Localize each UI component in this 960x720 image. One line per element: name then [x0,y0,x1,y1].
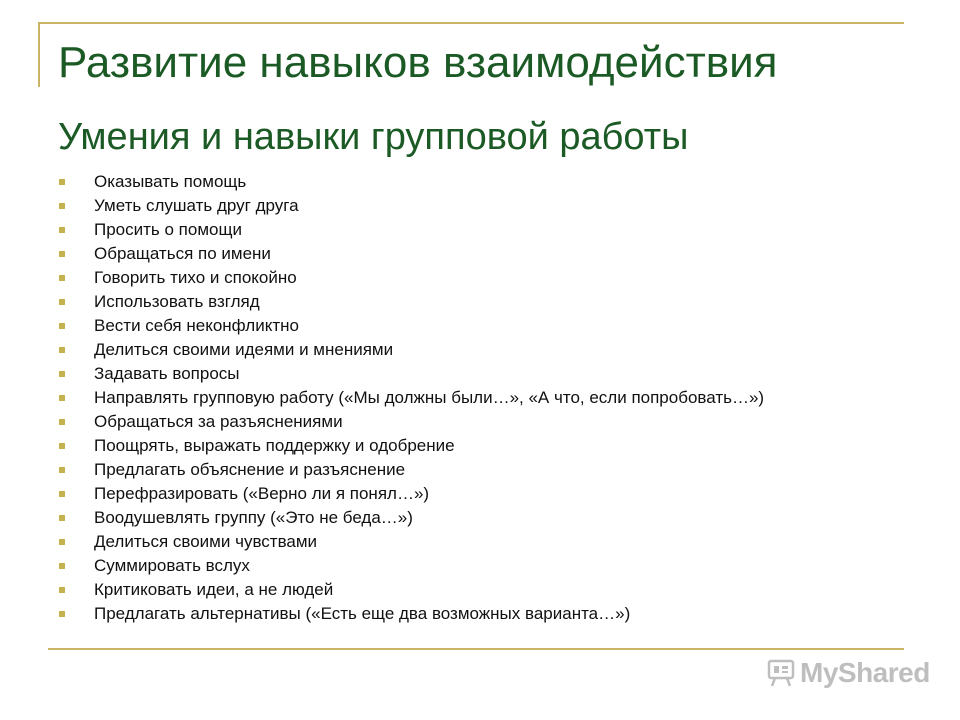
square-bullet-icon [59,587,65,593]
bullet-item [58,602,764,626]
bullet-text: Вести себя неконфликтно [94,316,299,335]
bullet-text: Говорить тихо и спокойно [94,268,297,287]
bullet-text: Обращаться за разъяснениями [94,412,343,431]
bullet-text: Делиться своими чувствами [94,532,318,551]
bullet-text: Предлагать объяснение и разъяснение [94,460,406,479]
bullet-item [58,578,764,602]
bullet-item [58,458,764,482]
top-rule [38,22,904,24]
square-bullet-icon [59,299,65,305]
bullet-item [58,170,764,194]
square-bullet-icon [59,539,65,545]
square-bullet-icon [59,395,65,401]
bullet-item [58,338,764,362]
bullet-text: Суммировать вслух [94,556,250,575]
bullet-item [58,266,764,290]
bullet-item [58,506,764,530]
bullet-text: Использовать взгляд [94,292,260,311]
bullet-text: Поощрять, выражать поддержку и одобрение [94,436,455,455]
square-bullet-icon [59,515,65,521]
bullet-text: Критиковать идеи, а не людей [94,580,334,599]
square-bullet-icon [59,227,65,233]
square-bullet-icon [59,179,65,185]
bullet-text: Обращаться по имени [94,244,271,263]
myshared-watermark [766,655,930,691]
bullet-text: Перефразировать («Верно ли я понял…») [94,484,430,503]
square-bullet-icon [59,323,65,329]
bottom-rule [48,648,904,650]
bullet-text: Делиться своими идеями и мнениями [94,340,394,359]
bullet-text: Задавать вопросы [94,364,240,383]
bullet-item [58,554,764,578]
left-rule [38,22,40,87]
bullet-text: Предлагать альтернативы («Есть еще два возможных варианта…») [94,604,631,623]
watermark-text: MyShared [800,657,930,688]
square-bullet-icon [59,203,65,209]
bullet-item [58,242,764,266]
square-bullet-icon [59,563,65,569]
square-bullet-icon [59,611,65,617]
slide-title: Развитие навыков взаимодействия [58,38,778,87]
square-bullet-icon [59,443,65,449]
bullet-text: Уметь слушать друг друга [94,196,299,215]
bullet-item [58,218,764,242]
bullet-item [58,410,764,434]
bullet-item [58,386,764,410]
bullet-item [58,530,764,554]
bullet-text: Просить о помощи [94,220,242,239]
slide-subtitle: Умения и навыки групповой работы [58,116,689,158]
square-bullet-icon [59,347,65,353]
square-bullet-icon [59,275,65,281]
square-bullet-icon [59,467,65,473]
bullet-text: Воодушевлять группу («Это не беда…») [94,508,413,527]
bullet-item [58,482,764,506]
square-bullet-icon [59,371,65,377]
myshared-logo-icon [766,658,796,688]
bullet-list [58,170,764,626]
bullet-item [58,314,764,338]
square-bullet-icon [59,491,65,497]
bullet-item [58,194,764,218]
bullet-text: Направлять групповую работу («Мы должны были…», «А что, если попробовать…») [94,388,765,407]
bullet-item [58,434,764,458]
bullet-item [58,362,764,386]
bullet-item [58,290,764,314]
square-bullet-icon [59,419,65,425]
square-bullet-icon [59,251,65,257]
bullet-text: Оказывать помощь [94,172,247,191]
